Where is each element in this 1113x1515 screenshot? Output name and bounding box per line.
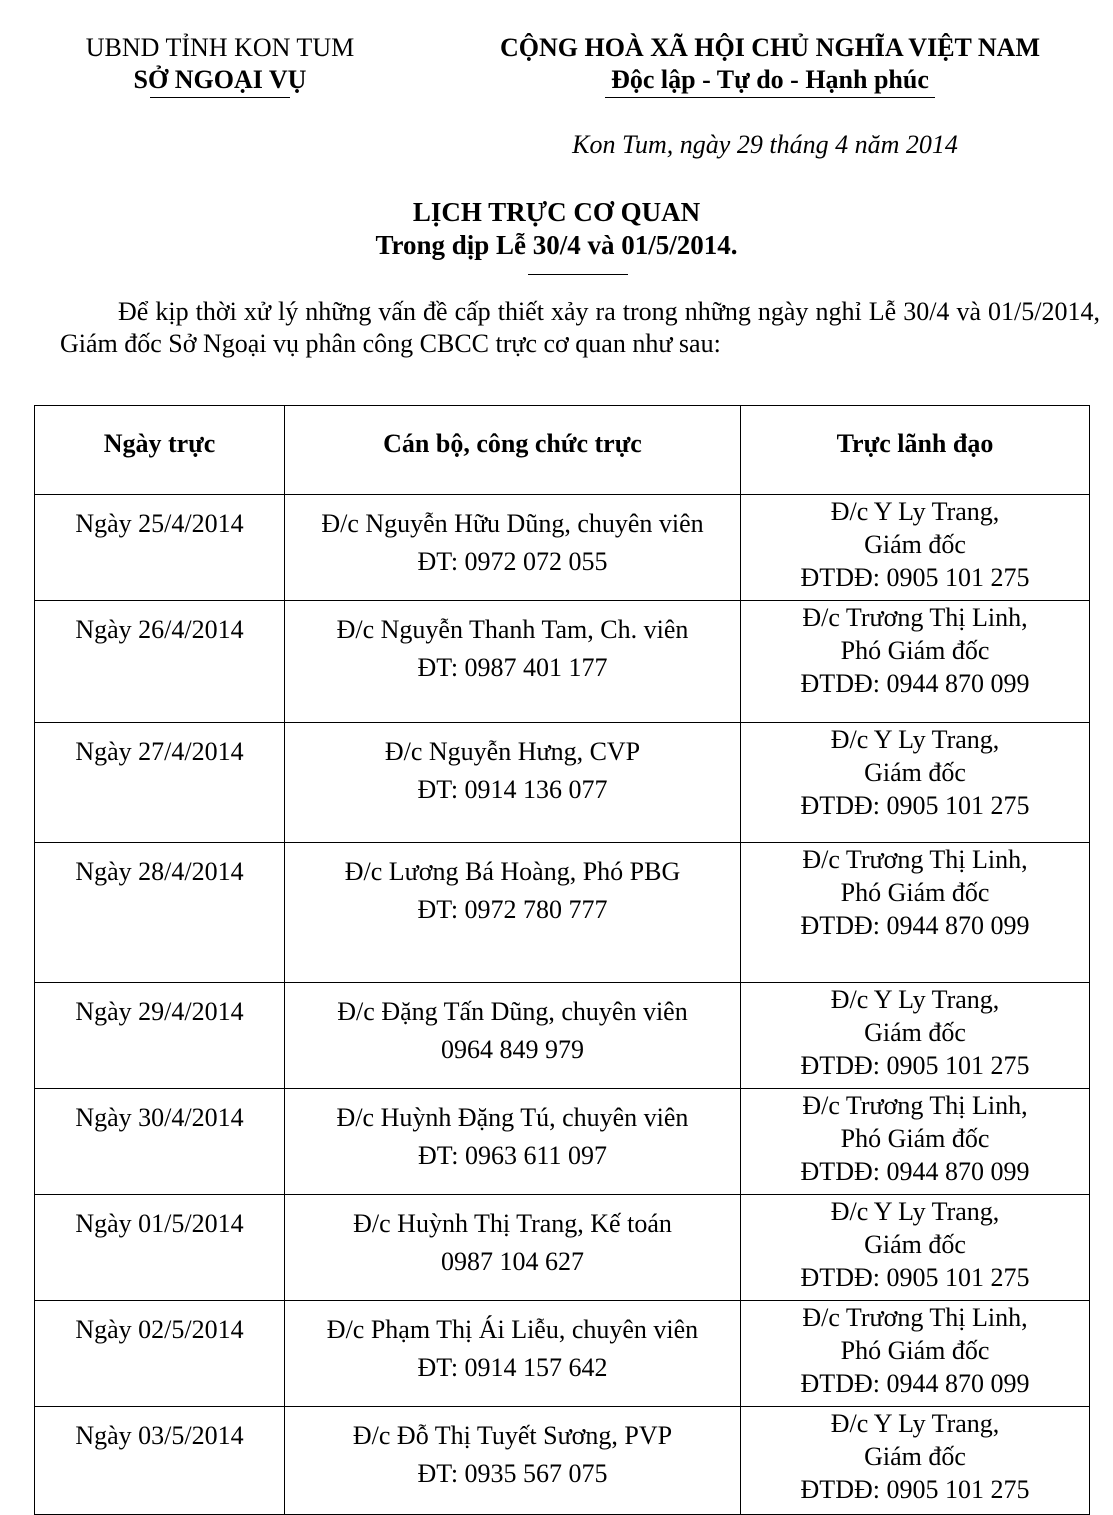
cell-date [35,843,285,983]
staff-phone: ĐT: 0972 780 777 [417,895,608,924]
leader-title: Giám đốc [864,530,966,559]
intro-text: Để kịp thời xử lý những vấn đề cấp thiết xảy ra trong những ngày nghỉ Lễ 30/4 và 01/5/2014, Giám đốc Sở Ngoại vụ phân công CBCC trực cơ quan như sau: [60,297,1100,358]
leader-phone: ĐTDĐ: 0905 101 275 [800,1051,1030,1080]
cell-date [35,495,285,601]
leader-title: Phó Giám đốc [840,636,990,665]
staff-name: Đ/c Nguyễn Hưng, CVP [384,737,641,766]
leader-name: Đ/c Trương Thị Linh, [802,1091,1028,1120]
duty-date: Ngày 03/5/2014 [75,1421,244,1450]
leader-phone: ĐTDĐ: 0944 870 099 [800,1369,1030,1398]
leader-phone: ĐTDĐ: 0905 101 275 [800,1263,1030,1292]
cell-staff [285,495,741,601]
motto-underline [605,97,935,98]
header-date: Ngày trực [35,406,285,495]
leader-title: Giám đốc [864,758,966,787]
staff-phone: ĐT: 0935 567 075 [417,1459,608,1488]
cell-leader [741,495,1090,601]
duty-date: Ngày 25/4/2014 [75,509,244,538]
duty-date: Ngày 01/5/2014 [75,1209,244,1238]
table-row [35,1089,1090,1195]
staff-phone: ĐT: 0914 157 642 [417,1353,608,1382]
cell-date [35,1195,285,1301]
leader-title: Phó Giám đốc [840,1336,990,1365]
cell-leader [741,723,1090,843]
cell-leader [741,983,1090,1089]
cell-date [35,1089,285,1195]
nation-motto: Độc lập - Tự do - Hạnh phúc [611,65,929,94]
duty-date: Ngày 26/4/2014 [75,615,244,644]
cell-date [35,1301,285,1407]
staff-phone: ĐT: 0972 072 055 [417,547,608,576]
table-row [35,723,1090,843]
leader-phone: ĐTDĐ: 0944 870 099 [800,1157,1030,1186]
staff-phone: 0964 849 979 [441,1035,584,1064]
table-row [35,983,1090,1089]
agency-name: SỞ NGOẠI VỤ [133,65,307,94]
header-staff: Cán bộ, công chức trực [285,406,741,495]
staff-name: Đ/c Huỳnh Thị Trang, Kế toán [353,1209,672,1238]
cell-staff [285,983,741,1089]
doc-title: LỊCH TRỰC CƠ QUAN [412,197,701,227]
duty-date: Ngày 29/4/2014 [75,997,244,1026]
duty-schedule-table [34,405,1090,1515]
table-row [35,1195,1090,1301]
cell-leader [741,1407,1090,1515]
agency-header [60,32,380,98]
table-row [35,1407,1090,1515]
duty-date: Ngày 27/4/2014 [75,737,244,766]
cell-leader [741,1301,1090,1407]
duty-date: Ngày 28/4/2014 [75,857,244,886]
nation-header [470,32,1070,98]
agency-underline [150,97,290,98]
title-rule [528,274,628,275]
leader-title: Giám đốc [864,1230,966,1259]
cell-leader [741,1195,1090,1301]
leader-phone: ĐTDĐ: 0944 870 099 [800,911,1030,940]
cell-staff [285,1195,741,1301]
intro-paragraph [60,296,1100,360]
agency-parent: UBND TỈNH KON TUM [85,33,355,62]
leader-name: Đ/c Y Ly Trang, [830,497,1000,526]
dateline: Kon Tum, ngày 29 tháng 4 năm 2014 [572,130,958,159]
cell-staff [285,1407,741,1515]
staff-name: Đ/c Lương Bá Hoàng, Phó PBG [344,857,681,886]
cell-date [35,723,285,843]
cell-leader [741,843,1090,983]
leader-title: Phó Giám đốc [840,878,990,907]
nation-name: CỘNG HOÀ XÃ HỘI CHỦ NGHĨA VIỆT NAM [499,33,1041,62]
table-row [35,843,1090,983]
staff-name: Đ/c Nguyễn Thanh Tam, Ch. viên [336,615,689,644]
cell-date [35,1407,285,1515]
cell-staff [285,843,741,983]
leader-name: Đ/c Y Ly Trang, [830,1197,1000,1226]
doc-subtitle: Trong dịp Lễ 30/4 và 01/5/2014. [375,230,738,260]
leader-phone: ĐTDĐ: 0905 101 275 [800,791,1030,820]
staff-phone: ĐT: 0963 611 097 [417,1141,608,1170]
staff-phone: ĐT: 0914 136 077 [417,775,608,804]
leader-title: Giám đốc [864,1442,966,1471]
leader-name: Đ/c Y Ly Trang, [830,725,1000,754]
cell-staff [285,723,741,843]
leader-name: Đ/c Trương Thị Linh, [802,603,1028,632]
leader-title: Phó Giám đốc [840,1124,990,1153]
cell-date [35,983,285,1089]
leader-name: Đ/c Y Ly Trang, [830,985,1000,1014]
staff-phone: ĐT: 0987 401 177 [417,653,608,682]
staff-name: Đ/c Đặng Tấn Dũng, chuyên viên [337,997,688,1026]
cell-leader [741,601,1090,723]
cell-leader [741,1089,1090,1195]
staff-phone: 0987 104 627 [441,1247,584,1276]
table-header-row [35,406,1090,495]
leader-name: Đ/c Y Ly Trang, [830,1409,1000,1438]
staff-name: Đ/c Đỗ Thị Tuyết Sương, PVP [352,1421,673,1450]
table-row [35,601,1090,723]
cell-staff [285,1089,741,1195]
leader-phone: ĐTDĐ: 0905 101 275 [800,1475,1030,1504]
cell-staff [285,1301,741,1407]
table-row [35,495,1090,601]
cell-staff [285,601,741,723]
staff-name: Đ/c Phạm Thị Ái Liễu, chuyên viên [326,1315,699,1344]
table-row [35,1301,1090,1407]
header-leader: Trực lãnh đạo [741,406,1090,495]
cell-date [35,601,285,723]
staff-name: Đ/c Huỳnh Đặng Tú, chuyên viên [336,1103,689,1132]
staff-name: Đ/c Nguyễn Hữu Dũng, chuyên viên [321,509,704,538]
leader-phone: ĐTDĐ: 0944 870 099 [800,669,1030,698]
leader-name: Đ/c Trương Thị Linh, [802,845,1028,874]
leader-name: Đ/c Trương Thị Linh, [802,1303,1028,1332]
leader-phone: ĐTDĐ: 0905 101 275 [800,563,1030,592]
leader-title: Giám đốc [864,1018,966,1047]
duty-date: Ngày 30/4/2014 [75,1103,244,1132]
duty-date: Ngày 02/5/2014 [75,1315,244,1344]
